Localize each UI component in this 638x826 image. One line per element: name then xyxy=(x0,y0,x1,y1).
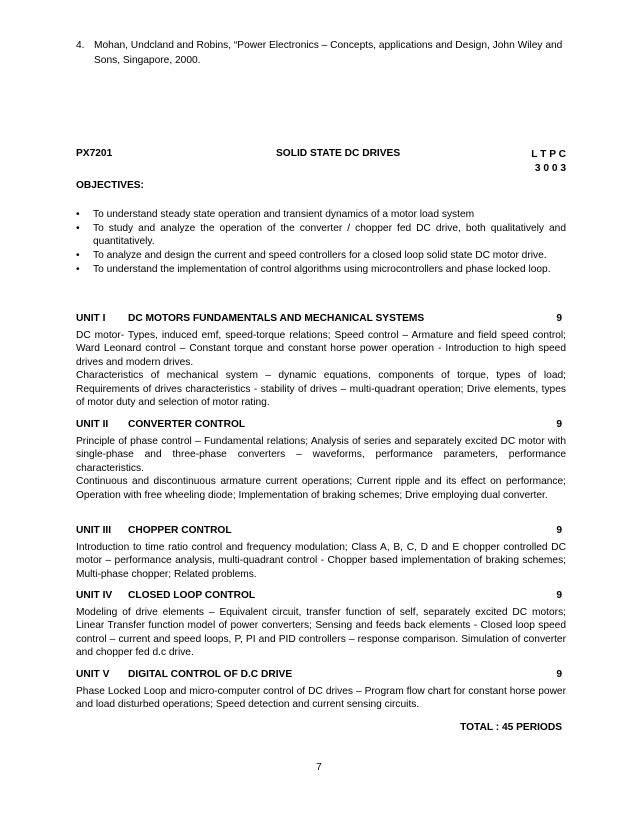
unit-hours: 9 xyxy=(556,419,562,430)
unit-section xyxy=(76,590,566,660)
unit-label: UNIT V xyxy=(76,669,110,680)
reference-text: Mohan, Undcland and Robins, “Power Electronics – Concepts, applications and Design, John Wiley and Sons, Singapore, 2000. xyxy=(94,40,563,66)
unit-paragraph: Principle of phase control – Fundamental relations; Analysis of series and separately excited DC motor with single-phase and three-phase converters – waveforms, performance parameters, performance characteristics. xyxy=(76,436,566,474)
unit-title: CLOSED LOOP CONTROL xyxy=(128,590,256,601)
bullet-icon: • xyxy=(76,222,80,234)
ltpc-block xyxy=(531,148,566,176)
bullet-icon: • xyxy=(76,250,80,262)
unit-section xyxy=(76,419,566,502)
objectives-list xyxy=(76,208,566,277)
unit-heading xyxy=(76,669,566,685)
reference-number: 4. xyxy=(76,40,85,51)
unit-title: CHOPPER CONTROL xyxy=(128,525,232,536)
objective-text: To study and analyze the operation of the converter / chopper fed DC drive, both qualitatively and quantitatively. xyxy=(93,222,566,248)
unit-section xyxy=(76,525,566,581)
unit-section xyxy=(76,669,566,712)
objective-item xyxy=(76,208,566,221)
reference-entry xyxy=(76,38,566,68)
unit-title: DC MOTORS FUNDAMENTALS AND MECHANICAL SYSTEMS xyxy=(128,313,425,324)
page-number: 7 xyxy=(316,762,322,773)
objective-item xyxy=(76,263,566,276)
unit-section xyxy=(76,313,566,409)
course-title: SOLID STATE DC DRIVES xyxy=(276,148,401,159)
unit-hours: 9 xyxy=(556,313,562,324)
bullet-icon: • xyxy=(76,264,80,276)
unit-paragraph: DC motor- Types, induced emf, speed-torque relations; Speed control – Armature and field speed control; Ward Leonard control – Constant torque and constant horse power operation - Introduction to high speed drives and modern drives. xyxy=(76,330,566,368)
objectives-heading: OBJECTIVES: xyxy=(76,180,144,191)
unit-hours: 9 xyxy=(556,669,562,680)
unit-label: UNIT I xyxy=(76,313,106,324)
objective-item xyxy=(76,222,566,249)
unit-paragraph: Continuous and discontinuous armature current operations; Current ripple and its effect on performance; Operation with free wheeling diode; Implementation of braking schemes; Drive employing dual converter. xyxy=(76,476,566,501)
unit-label: UNIT IV xyxy=(76,590,113,601)
objective-text: To understand steady state operation and transient dynamics of a motor load system xyxy=(93,209,475,220)
objective-text: To analyze and design the current and speed controllers for a closed loop solid state DC motor drive. xyxy=(93,250,547,262)
unit-paragraph: Introduction to time ratio control and frequency modulation; Class A, B, C, D and E chopper controlled DC motor – performance analysis, multi-quadrant control - Chopper based implementation of braking schemes; Multi-phase chopper; Related problems. xyxy=(76,542,566,580)
unit-label: UNIT II xyxy=(76,419,109,430)
unit-paragraph: Phase Locked Loop and micro-computer control of DC drives – Program flow chart for constant horse power and load disturbed operations; Speed detection and current sensing circuits. xyxy=(76,686,566,711)
unit-paragraph: Modeling of drive elements – Equivalent circuit, transfer function of self, separately excited DC motors; Linear Transfer function model of power converters; Sensing and feeds back elements - Closed loop speed control – current and speed loops, P, PI and PID controllers – response comparison. Simulation of converter and chopper fed d.c drive. xyxy=(76,607,566,659)
unit-heading xyxy=(76,590,566,606)
unit-label: UNIT III xyxy=(76,525,112,536)
ltpc-values: 3 0 0 3 xyxy=(534,163,566,174)
ltpc-label: L T P C xyxy=(531,149,566,160)
course-code: PX7201 xyxy=(76,148,113,159)
total-periods: TOTAL : 45 PERIODS xyxy=(460,722,562,733)
bullet-icon: • xyxy=(76,209,80,220)
unit-heading xyxy=(76,313,566,329)
course-header xyxy=(76,148,566,176)
objective-text: To understand the implementation of control algorithms using microcontrollers and phase locked loop. xyxy=(93,264,551,276)
unit-heading xyxy=(76,419,566,435)
unit-hours: 9 xyxy=(556,525,562,536)
objective-item xyxy=(76,249,566,262)
unit-title: DIGITAL CONTROL OF D.C DRIVE xyxy=(128,669,293,680)
unit-title: CONVERTER CONTROL xyxy=(128,419,246,430)
unit-hours: 9 xyxy=(556,590,562,601)
unit-paragraph: Characteristics of mechanical system – dynamic equations, components of torque, types of load; Requirements of drives characteristics - stability of drives – multi-quadrant operation; Drive elements, types of motor duty and selection of motor rating. xyxy=(76,370,566,409)
unit-heading xyxy=(76,525,566,541)
